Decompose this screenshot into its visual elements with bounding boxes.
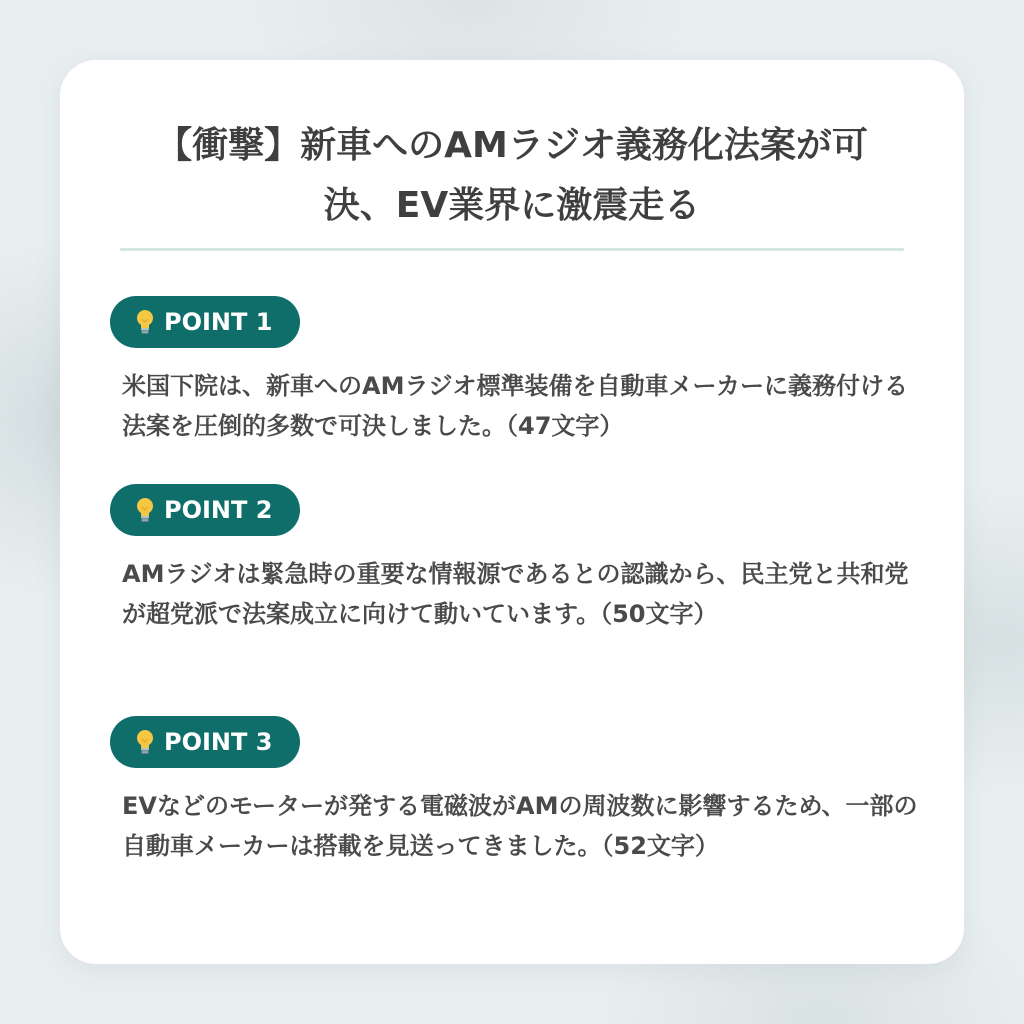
title-divider [120,248,904,251]
lightbulb-icon [134,497,156,523]
point-section-3 [110,716,918,866]
point-section-1 [110,296,910,446]
point-badge-2 [110,484,300,536]
lightbulb-icon [134,309,156,335]
point-label-1: POINT 1 [164,308,273,336]
point-text-2: AMラジオは緊急時の重要な情報源であるとの認識から、民主党と共和党が超党派で法案成立に向けて動いています。（50文字） [122,560,909,628]
point-label-2: POINT 2 [164,496,273,524]
point-label-3: POINT 3 [164,728,273,756]
point-badge-3 [110,716,300,768]
lightbulb-icon [134,729,156,755]
content-card [60,60,964,964]
page-title: 【衝撃】新車へのAMラジオ義務化法案が可決、EV業界に激震走る [156,125,868,226]
point-text-3: EVなどのモーターが発する電磁波がAMの周波数に影響するため、一部の自動車メーカーは搭載を見送ってきました。（52文字） [122,792,918,860]
point-badge-1 [110,296,300,348]
point-text-1: 米国下院は、新車へのAMラジオ標準装備を自動車メーカーに義務付ける法案を圧倒的多数で可決しました。（47文字） [122,372,908,440]
point-section-2 [110,484,910,634]
